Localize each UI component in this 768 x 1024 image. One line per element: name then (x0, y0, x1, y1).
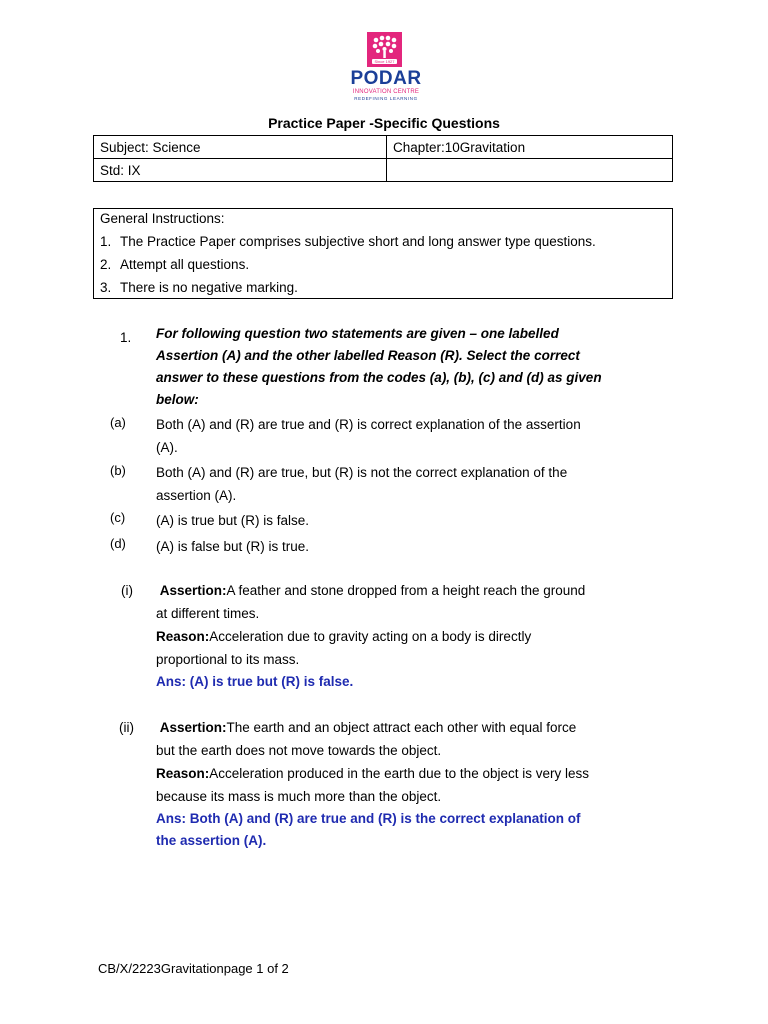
assertion-line (156, 716, 626, 739)
option-label: (b) (110, 463, 126, 478)
option-text (156, 535, 636, 558)
instruction-text: There is no negative marking. (120, 280, 298, 295)
option-label: (c) (110, 510, 126, 525)
subquestion-label: (ii) (119, 720, 134, 735)
instruction-text: The Practice Paper comprises subjective short and long answer type questions. (120, 234, 596, 249)
question-stem (156, 323, 636, 411)
option-label: (d) (110, 536, 126, 551)
question-line: For following question two statements are given – one labelled (156, 326, 559, 341)
instruction-number: 2. (100, 257, 112, 272)
reason-line (156, 762, 626, 785)
table-row (94, 136, 673, 159)
option-text (156, 509, 636, 532)
reason-line: because its mass is much more than the object. (156, 789, 442, 804)
podar-logo (338, 30, 434, 101)
table-row (94, 159, 673, 182)
option-line: (A) is false but (R) is true. (156, 539, 310, 554)
assertion-line: at different times. (156, 606, 260, 621)
info-table (93, 135, 673, 182)
logo-badge-text: Since 1927 (374, 59, 395, 64)
question-line: answer to these questions from the codes (a), (b), (c) and (d) as given (156, 370, 602, 385)
reason-line (156, 625, 626, 648)
instruction-number: 1. (100, 234, 112, 249)
reason-text: Acceleration due to gravity acting on a body is directly (209, 629, 532, 644)
page-footer: CB/X/2223Gravitationpage 1 of 2 (98, 961, 289, 976)
chapter-cell: Chapter:10Gravitation (387, 136, 673, 159)
option-line: (A). (156, 440, 178, 455)
assertion-line (156, 579, 626, 602)
option-line: Both (A) and (R) are true, but (R) is not the correct explanation of the (156, 465, 568, 480)
tree-logo-icon (367, 32, 402, 67)
reason-key: Reason: (156, 766, 210, 781)
logo-name: PODAR (350, 68, 422, 89)
assertion-key: Assertion: (159, 583, 227, 598)
option-line: (A) is true but (R) is false. (156, 513, 310, 528)
subject-cell: Subject: Science (94, 136, 387, 159)
empty-cell (387, 159, 673, 182)
option-text (156, 461, 636, 507)
std-cell: Std: IX (94, 159, 387, 182)
option-line: Both (A) and (R) are true and (R) is correct explanation of the assertion (156, 417, 581, 432)
assertion-key: Assertion: (159, 720, 227, 735)
assertion-text: A feather and stone dropped from a height reach the ground (226, 583, 586, 598)
question-number: 1. (120, 330, 132, 345)
instruction-text: Attempt all questions. (120, 257, 250, 272)
answer-line: Ans: Both (A) and (R) are true and (R) is the correct explanation of (156, 811, 581, 826)
option-text (156, 413, 636, 459)
subquestion-body (156, 716, 626, 852)
reason-line: proportional to its mass. (156, 652, 300, 667)
instructions-heading: General Instructions: (100, 211, 225, 226)
logo-tagline: INNOVATION CENTRE (352, 89, 420, 95)
reason-key: Reason: (156, 629, 210, 644)
logo-subtagline: REDEFINING LEARNING (354, 96, 418, 101)
subquestion-label: (i) (121, 583, 133, 598)
page-title: Practice Paper -Specific Questions (268, 115, 500, 131)
instruction-item (100, 280, 298, 295)
instruction-number: 3. (100, 280, 112, 295)
assertion-line: but the earth does not move towards the object. (156, 743, 442, 758)
instruction-item (100, 234, 596, 249)
subquestion-body (156, 579, 626, 693)
option-line: assertion (A). (156, 488, 237, 503)
question-line: Assertion (A) and the other labelled Reason (R). Select the correct (156, 348, 580, 363)
option-label: (a) (110, 415, 126, 430)
instruction-item (100, 257, 249, 272)
reason-text: Acceleration produced in the earth due to the object is very less (209, 766, 589, 781)
general-instructions-box (93, 208, 673, 299)
question-line: below: (156, 392, 199, 407)
answer-line: the assertion (A). (156, 833, 267, 848)
answer-line: Ans: (A) is true but (R) is false. (156, 674, 354, 689)
assertion-text: The earth and an object attract each other with equal force (226, 720, 577, 735)
